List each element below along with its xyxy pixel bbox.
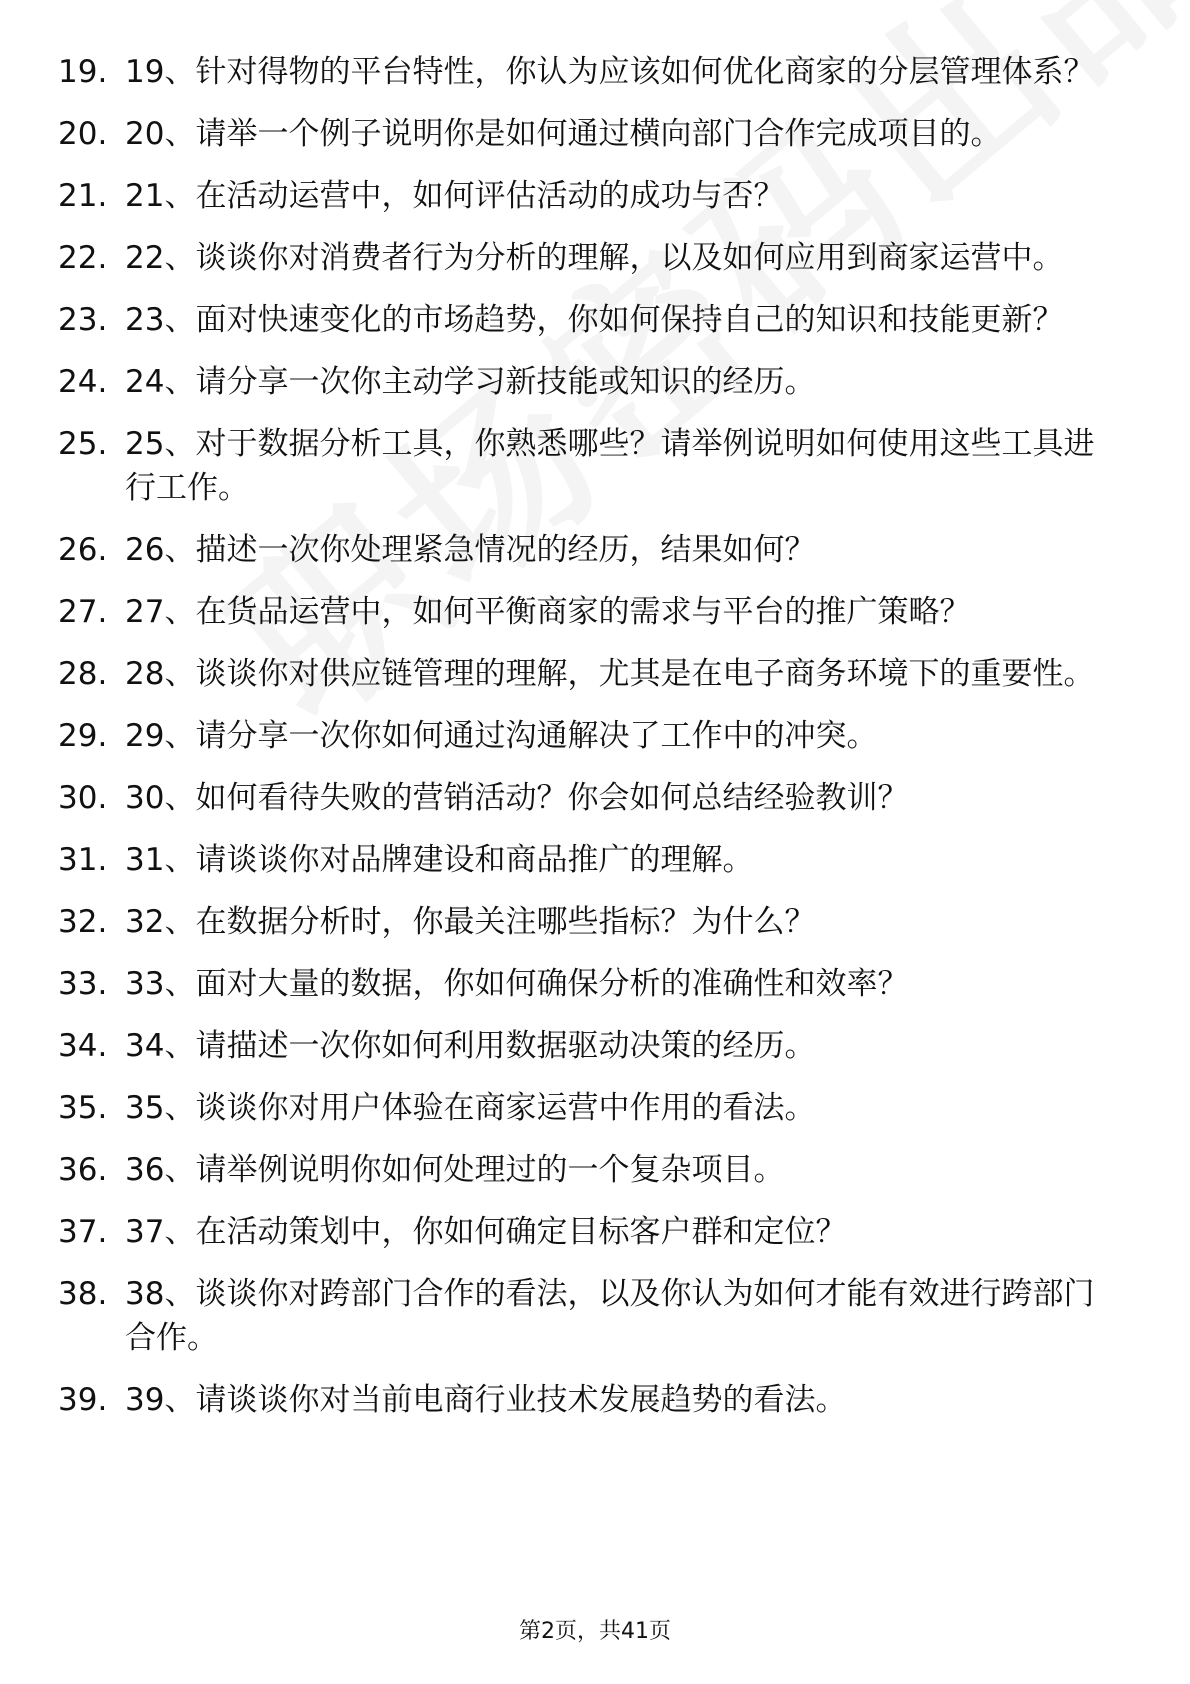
item-text: 25、对于数据分析工具，你熟悉哪些？请举例说明如何使用这些工具进行工作。	[125, 426, 1095, 506]
item-number: 36.	[58, 1152, 108, 1188]
item-text: 33、面对大量的数据，你如何确保分析的准确性和效率？	[125, 966, 909, 1002]
item-number: 37.	[58, 1214, 108, 1250]
item-number: 19.	[58, 54, 108, 90]
item-text: 21、在活动运营中，如何评估活动的成功与否？	[125, 178, 785, 214]
item-text: 35、谈谈你对用户体验在商家运营中作用的看法。	[125, 1090, 816, 1126]
list-item	[58, 422, 1120, 510]
item-text: 24、请分享一次你主动学习新技能或知识的经历。	[125, 364, 816, 400]
item-text: 30、如何看待失败的营销活动？你会如何总结经验教训？	[125, 780, 909, 816]
item-text: 39、请谈谈你对当前电商行业技术发展趋势的看法。	[125, 1382, 847, 1418]
list-item	[58, 50, 1120, 94]
list-item	[58, 528, 1120, 572]
item-number: 38.	[58, 1276, 108, 1312]
list-item	[58, 112, 1120, 156]
item-number: 35.	[58, 1090, 108, 1126]
list-item	[58, 1378, 1120, 1422]
item-number: 21.	[58, 178, 108, 214]
list-item	[58, 962, 1120, 1006]
list-item	[58, 838, 1120, 882]
list-item	[58, 236, 1120, 280]
item-text: 28、谈谈你对供应链管理的理解，尤其是在电子商务环境下的重要性。	[125, 656, 1095, 692]
item-number: 22.	[58, 240, 108, 276]
list-item	[58, 1272, 1120, 1360]
item-text: 26、描述一次你处理紧急情况的经历，结果如何？	[125, 532, 816, 568]
item-text: 38、谈谈你对跨部门合作的看法，以及你认为如何才能有效进行跨部门合作。	[125, 1276, 1095, 1356]
list-item	[58, 1210, 1120, 1254]
list-item	[58, 900, 1120, 944]
item-number: 34.	[58, 1028, 108, 1064]
list-item	[58, 714, 1120, 758]
item-text: 31、请谈谈你对品牌建设和商品推广的理解。	[125, 842, 754, 878]
item-text: 22、谈谈你对消费者行为分析的理解，以及如何应用到商家运营中。	[125, 240, 1064, 276]
item-text: 36、请举例说明你如何处理过的一个复杂项目。	[125, 1152, 785, 1188]
list-item	[58, 776, 1120, 820]
list-item	[58, 174, 1120, 218]
question-list	[58, 50, 1120, 1440]
item-number: 25.	[58, 426, 108, 462]
item-text: 32、在数据分析时，你最关注哪些指标？为什么？	[125, 904, 816, 940]
item-number: 28.	[58, 656, 108, 692]
list-item	[58, 1148, 1120, 1192]
item-number: 32.	[58, 904, 108, 940]
list-item	[58, 298, 1120, 342]
item-number: 29.	[58, 718, 108, 754]
item-number: 33.	[58, 966, 108, 1002]
list-item	[58, 1086, 1120, 1130]
page-footer: 第2页，共41页	[519, 1619, 671, 1644]
list-item	[58, 360, 1120, 404]
item-number: 39.	[58, 1382, 108, 1418]
item-text: 19、针对得物的平台特性，你认为应该如何优化商家的分层管理体系？	[125, 54, 1095, 90]
item-number: 31.	[58, 842, 108, 878]
item-number: 24.	[58, 364, 108, 400]
item-text: 34、请描述一次你如何利用数据驱动决策的经历。	[125, 1028, 816, 1064]
item-number: 27.	[58, 594, 108, 630]
item-number: 26.	[58, 532, 108, 568]
item-number: 20.	[58, 116, 108, 152]
item-text: 20、请举一个例子说明你是如何通过横向部门合作完成项目的。	[125, 116, 1002, 152]
item-text: 23、面对快速变化的市场趋势，你如何保持自己的知识和技能更新？	[125, 302, 1064, 338]
item-text: 27、在货品运营中，如何平衡商家的需求与平台的推广策略？	[125, 594, 971, 630]
item-number: 23.	[58, 302, 108, 338]
list-item	[58, 652, 1120, 696]
item-text: 29、请分享一次你如何通过沟通解决了工作中的冲突。	[125, 718, 878, 754]
list-item	[58, 590, 1120, 634]
item-text: 37、在活动策划中，你如何确定目标客户群和定位？	[125, 1214, 847, 1250]
item-number: 30.	[58, 780, 108, 816]
list-item	[58, 1024, 1120, 1068]
